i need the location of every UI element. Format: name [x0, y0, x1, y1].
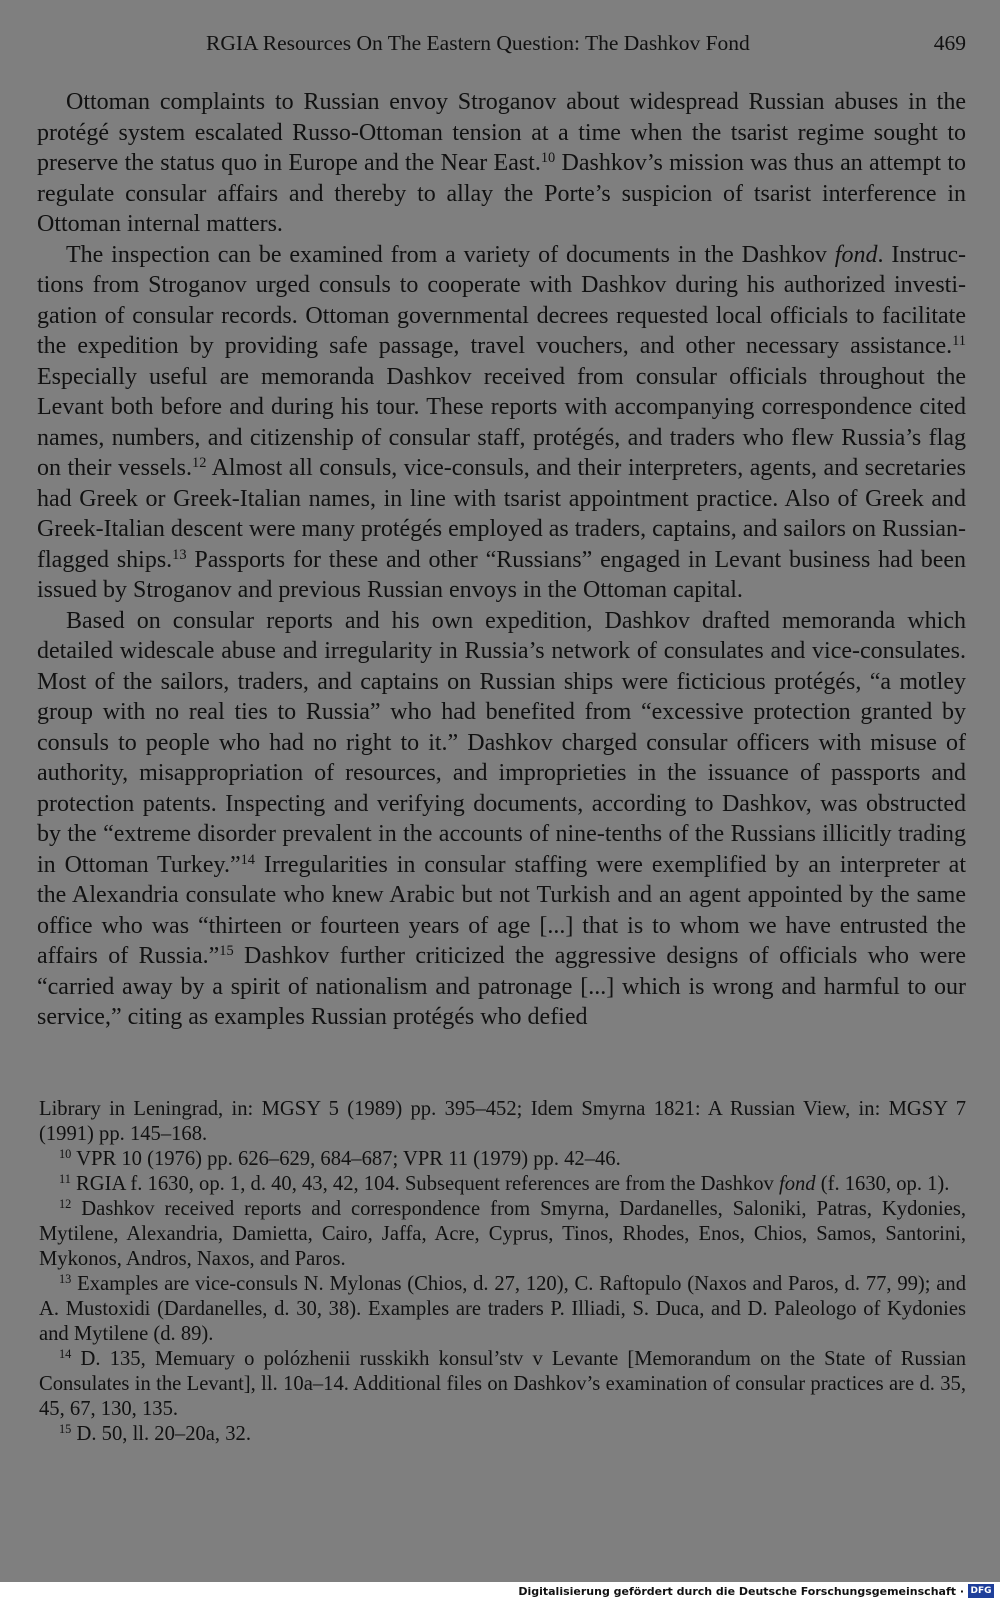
- footnote-10: $^{10}$ VPR 10 (1976) pp. 626–629, 684–687; VPR 11 (1979) pp. 42–46.: [59, 1147, 621, 1170]
- body-text: [37, 87, 966, 1033]
- digitization-footer: [0, 1582, 1000, 1601]
- footnote-12: $^{12}$ Dashkov received reports and correspondence from Smyrna, Dardanelles, Saloniki, Patras, Kydonies, Mytilene, Alexandria, Damietta, Cairo, Jaffa, Acre, Cyprus, Tinos, Rhodes, Enos, Chios, Samos, Santorini, Mykonos, Andros, Naxos, and Paros.: [39, 1197, 966, 1270]
- footnote-ref-13: 13: [172, 546, 187, 563]
- paragraph-1: Ottoman complaints to Russian envoy Stroganov about widespread Russian abuses in the protégé system escalated Russo-Ottoman tension at a time when the tsarist regime sought to preserve the status quo in Europe and the Near East.$^{10}$ Dashkov’s mission was thus an attempt to regulate consular affairs and thereby to allay the Porte’s suspicion of tsarist interference in Ottoman internal matters.: [37, 89, 966, 237]
- italic-fond: fond: [834, 241, 878, 268]
- footnote-ref-10: 10: [540, 150, 556, 167]
- paragraph-2: The inspection can be examined from a variety of documents in the Dashkov fond. Instructions from Stroganov urged consuls to cooperate with Dashkov during his authorized investigation of consular records. Ottoman governmental decrees requested local officials to facilitate the expedition by providing safe passage, travel vouchers, and other necessary assistance.$^{11}$ Especially useful are memoranda Dashkov received from consular officials throughout the Levant both before and during his tour. These reports with accompanying correspondence cited names, numbers, and citizenship of consular staff, protégés, and traders who flew Russia’s flag on their vessels.$^{12}$ Almost all consuls, vice-consuls, and their interpreters, agents, and secretaries had Greek or Greek-Italian names, in line with tsarist appointment practice. Also of Greek and Greek-Italian descent were many protégés employed as traders, captains, and sailors on Russian-flagged ships.$^{13}$ Passports for these and other “Russians” engaged in Levant business had been issued by Stroganov and previous Russian envoys in the Ottoman capital.: [37, 241, 967, 603]
- page-number: 469: [933, 31, 966, 55]
- paragraph-3: Based on consular reports and his own expedition, Dashkov drafted memoranda which detailed widescale abuse and irregularity in Russia’s network of consulates and vice-consulates. Most of the sailors, traders, and captains on Russian ships were ficticious protégés, “a motley group with no real ties to Russia” who had benefited from “excessive protection granted by consuls to people who had no right to it.” Dashkov charged consular officers with misuse of authority, misappropriation of resources, and improprieties in the issuance of passports and protection patents. Inspecting and verifying documents, according to Dashkov, was obstructed by the “extreme disorder prevalent in the accounts of nine-tenths of the Russians illicitly trading in Ottoman Turkey.”$^{14}$ Irregularities in consular staffing were exemplified by an interpreter at the Alexandria consulate who knew Arabic but not Turkish and an agent appointed by the same office who was “thirteen or fourteen years of age [...] that is to whom we have entrusted the affairs of Russia.”$^{15}$ Dashkov further criticized the aggressive designs of officials who were “carried away by a spirit of nationalism and patronage [...] which is wrong and harmful to our service,” citing as examples Russian protégés who defied: [37, 607, 966, 1030]
- running-head: RGIA Resources On The Eastern Question: The Dashkov Fond: [206, 31, 750, 55]
- footnote-13: $^{13}$ Examples are vice-consuls N. Mylonas (Chios, d. 27, 120), C. Raftopulo (Naxos and Paros, d. 77, 99); and A. Mustoxidi (Dardanelles, d. 30, 38). Examples are traders P. Illiadi, S. Duca, and D. Paleologo of Kydonies and Mytilene (d. 89).: [39, 1272, 966, 1345]
- footnote-ref-14: 14: [240, 851, 255, 868]
- footnote-ref-11: 11: [952, 333, 966, 350]
- page-header: [0, 28, 1000, 58]
- footnote-15: $^{15}$ D. 50, ll. 20–20a, 32.: [59, 1422, 251, 1445]
- dfg-logo-icon: DFG: [968, 1584, 994, 1598]
- footnote-11: $^{11}$ RGIA f. 1630, op. 1, d. 40, 43, 42, 104. Subsequent references are from the Dashkov fond (f. 1630, op. 1).: [59, 1172, 950, 1195]
- footnote-continuation: Library in Leningrad, in: MGSY 5 (1989) pp. 395–452; Idem Smyrna 1821: A Russian View, in: MGSY 7 (1991) pp. 145–168.: [39, 1098, 966, 1145]
- footnote-ref-15: 15: [219, 943, 234, 960]
- digitization-credit: Digitalisierung gefördert durch die Deutsche Forschungsgemeinschaft ·: [518, 1585, 964, 1598]
- footnote-14: $^{14}$ D. 135, Memuary o polózhenii russkikh konsul’stv v Levante [Memorandum on the State of Russian Consulates in the Levant], ll. 10a–14. Additional files on Dashkov’s examination of consular practices are d. 35, 45, 67, 130, 135.: [39, 1347, 966, 1420]
- footnote-ref-12: 12: [192, 455, 207, 472]
- footnotes: [39, 1097, 966, 1447]
